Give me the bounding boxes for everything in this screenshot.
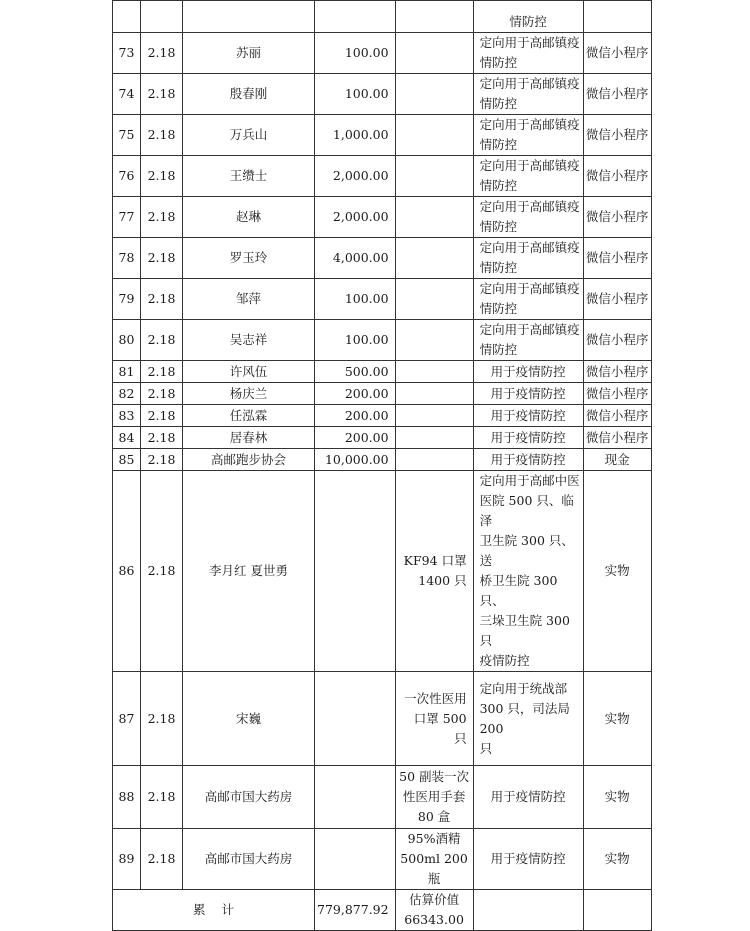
cell-no: 76: [113, 156, 141, 197]
cell-amount: [315, 766, 396, 829]
cell-donor: 赵琳: [183, 197, 315, 238]
cell-amount: 500.00: [315, 361, 396, 383]
cell-purpose: 用于疫情防控: [473, 405, 583, 427]
cell-goods: 95%酒精 500ml 200 瓶: [395, 829, 473, 890]
cell-donor: 吴志祥: [183, 320, 315, 361]
cell-date: 2.18: [141, 829, 183, 890]
cell-donor: 许风伍: [183, 361, 315, 383]
cell-method: 实物: [583, 829, 651, 890]
cell-date: 2.18: [141, 427, 183, 449]
cell-date: 2.18: [141, 156, 183, 197]
cell-method: 微信小程序: [583, 320, 651, 361]
cell-purpose: 用于疫情防控: [473, 427, 583, 449]
cell-no: 86: [113, 471, 141, 672]
cell-donor: 宋巍: [183, 672, 315, 766]
cell-method: 微信小程序: [583, 74, 651, 115]
cell-purpose: 定向用于高邮镇疫 情防控: [473, 74, 583, 115]
cell-goods: 50 副装一次 性医用手套 80 盒: [395, 766, 473, 829]
cell-method: 微信小程序: [583, 197, 651, 238]
table-row: [113, 829, 652, 890]
table-row: [113, 115, 652, 156]
cell-donor: 高邮跑步协会: [183, 449, 315, 471]
cell-method: 实物: [583, 766, 651, 829]
cell-date: 2.18: [141, 74, 183, 115]
cell-date: 2.18: [141, 383, 183, 405]
cell-purpose: 定向用于高邮镇疫 情防控: [473, 279, 583, 320]
cell-date: 2.18: [141, 279, 183, 320]
cell-amount: 4,000.00: [315, 238, 396, 279]
cell-goods: [395, 115, 473, 156]
cell-goods: [395, 1, 473, 33]
cell-purpose: 定向用于高邮镇疫 情防控: [473, 238, 583, 279]
cell-method: 微信小程序: [583, 405, 651, 427]
cell-donor: 罗玉玲: [183, 238, 315, 279]
cell-method: 微信小程序: [583, 115, 651, 156]
cell-goods: [395, 279, 473, 320]
table-row: [113, 766, 652, 829]
cell-purpose: 用于疫情防控: [473, 829, 583, 890]
cell-goods: [395, 197, 473, 238]
cell-no: 78: [113, 238, 141, 279]
cell-purpose: 用于疫情防控: [473, 361, 583, 383]
cell-purpose: 定向用于统战部 300 只，司法局 200 只: [473, 672, 583, 766]
table-row: [113, 471, 652, 672]
total-method: [583, 890, 651, 931]
cell-amount: [315, 672, 396, 766]
table-row: [113, 279, 652, 320]
cell-amount: [315, 829, 396, 890]
cell-method: 微信小程序: [583, 383, 651, 405]
table-row: [113, 320, 652, 361]
cell-donor: 高邮市国大药房: [183, 766, 315, 829]
cell-goods: [395, 361, 473, 383]
cell-amount: 200.00: [315, 405, 396, 427]
table-row: [113, 405, 652, 427]
cell-donor: 邹萍: [183, 279, 315, 320]
cell-no: 84: [113, 427, 141, 449]
cell-no: 74: [113, 74, 141, 115]
table-row: [113, 449, 652, 471]
table-row: [113, 361, 652, 383]
cell-purpose: 用于疫情防控: [473, 449, 583, 471]
table-row: [113, 33, 652, 74]
cell-date: 2.18: [141, 320, 183, 361]
cell-goods: [395, 320, 473, 361]
cell-purpose: 用于疫情防控: [473, 766, 583, 829]
cell-donor: 任泓霖: [183, 405, 315, 427]
cell-goods: KF94 口罩 1400 只: [395, 471, 473, 672]
cell-method: [583, 1, 651, 33]
cell-donor: 李月红 夏世勇: [183, 471, 315, 672]
total-row: [113, 890, 652, 931]
cell-no: 73: [113, 33, 141, 74]
cell-method: 微信小程序: [583, 156, 651, 197]
cell-method: 微信小程序: [583, 427, 651, 449]
table-row: [113, 238, 652, 279]
cell-amount: 1,000.00: [315, 115, 396, 156]
cell-donor: 苏丽: [183, 33, 315, 74]
cell-date: 2.18: [141, 115, 183, 156]
cell-donor: 杨庆兰: [183, 383, 315, 405]
cell-goods: [395, 427, 473, 449]
cell-purpose: 定向用于高邮镇疫 情防控: [473, 156, 583, 197]
cell-goods: 一次性医用 口罩 500 只: [395, 672, 473, 766]
total-purpose: [473, 890, 583, 931]
table-row: [113, 74, 652, 115]
cell-date: 2.18: [141, 405, 183, 427]
cell-amount: 200.00: [315, 383, 396, 405]
cell-date: 2.18: [141, 672, 183, 766]
cell-purpose: 定向用于高邮镇疫 情防控: [473, 115, 583, 156]
cell-date: 2.18: [141, 361, 183, 383]
cell-goods: [395, 449, 473, 471]
cell-donor: 万兵山: [183, 115, 315, 156]
cell-amount: 100.00: [315, 279, 396, 320]
cell-no: 81: [113, 361, 141, 383]
total-goods: 估算价值 66343.00: [395, 890, 473, 931]
cell-purpose: 定向用于高邮镇疫 情防控: [473, 197, 583, 238]
cell-method: 微信小程序: [583, 279, 651, 320]
cell-amount: 100.00: [315, 33, 396, 74]
cell-donor: 高邮市国大药房: [183, 829, 315, 890]
cell-method: 微信小程序: [583, 238, 651, 279]
cell-date: [141, 1, 183, 33]
cell-method: 微信小程序: [583, 361, 651, 383]
cell-no: 77: [113, 197, 141, 238]
cell-date: 2.18: [141, 471, 183, 672]
cell-purpose: 情防控: [473, 1, 583, 33]
total-label: 累 计: [113, 890, 315, 931]
table-row-continued: [113, 1, 652, 33]
cell-goods: [395, 405, 473, 427]
table-row: [113, 197, 652, 238]
total-amount: 779,877.92: [315, 890, 396, 931]
cell-purpose: 定向用于高邮镇疫 情防控: [473, 33, 583, 74]
cell-date: 2.18: [141, 238, 183, 279]
cell-no: 89: [113, 829, 141, 890]
cell-no: 88: [113, 766, 141, 829]
cell-purpose: 定向用于高邮镇疫 情防控: [473, 320, 583, 361]
cell-no: 79: [113, 279, 141, 320]
cell-amount: 2,000.00: [315, 156, 396, 197]
table-row: [113, 383, 652, 405]
cell-goods: [395, 74, 473, 115]
cell-no: [113, 1, 141, 33]
cell-method: 微信小程序: [583, 33, 651, 74]
cell-donor: [183, 1, 315, 33]
cell-goods: [395, 383, 473, 405]
table-row: [113, 156, 652, 197]
cell-no: 85: [113, 449, 141, 471]
cell-amount: 2,000.00: [315, 197, 396, 238]
cell-method: 实物: [583, 672, 651, 766]
cell-donor: 殷春刚: [183, 74, 315, 115]
donation-table: [112, 0, 652, 931]
cell-date: 2.18: [141, 197, 183, 238]
cell-no: 82: [113, 383, 141, 405]
cell-method: 现金: [583, 449, 651, 471]
cell-no: 75: [113, 115, 141, 156]
table-row: [113, 672, 652, 766]
cell-goods: [395, 238, 473, 279]
cell-date: 2.18: [141, 766, 183, 829]
cell-date: 2.18: [141, 449, 183, 471]
cell-amount: 10,000.00: [315, 449, 396, 471]
cell-no: 83: [113, 405, 141, 427]
cell-amount: [315, 1, 396, 33]
cell-donor: 居春林: [183, 427, 315, 449]
cell-amount: [315, 471, 396, 672]
cell-purpose: 定向用于高邮中医 医院 500 只、临泽 卫生院 300 只、送 桥卫生院 300 只、 三垛卫生院 300 只 疫情防控: [473, 471, 583, 672]
cell-amount: 100.00: [315, 74, 396, 115]
cell-donor: 王缵士: [183, 156, 315, 197]
cell-amount: 100.00: [315, 320, 396, 361]
cell-no: 87: [113, 672, 141, 766]
table-row: [113, 427, 652, 449]
cell-goods: [395, 33, 473, 74]
cell-goods: [395, 156, 473, 197]
cell-date: 2.18: [141, 33, 183, 74]
cell-amount: 200.00: [315, 427, 396, 449]
cell-method: 实物: [583, 471, 651, 672]
cell-no: 80: [113, 320, 141, 361]
cell-purpose: 用于疫情防控: [473, 383, 583, 405]
